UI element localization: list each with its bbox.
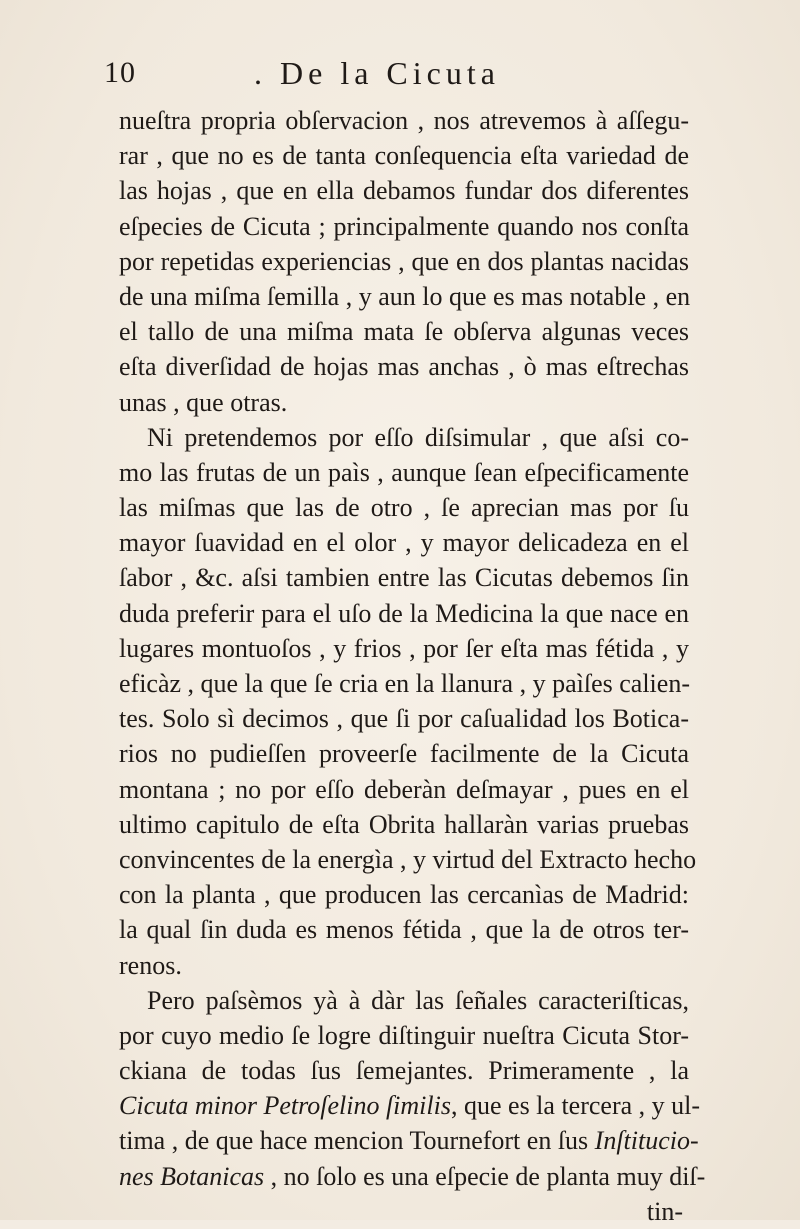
text-line: lugares montuoſos , y frios , por ſer eſta mas fétida , y	[119, 633, 689, 663]
text-line: la qual ſin duda es menos fétida , que la de otros ter-	[119, 915, 689, 945]
page-header	[104, 50, 704, 96]
italic-phrase: Cicuta minor Petroſelino ſimilis	[119, 1091, 451, 1121]
text-line: por repetidas experiencias , que en dos plantas nacidas	[119, 246, 689, 276]
text-line: nueſtra propria obſervacion , nos atrevemos à aſſegu-	[119, 106, 689, 135]
text-line: convincentes de la energìa , y virtud del Extracto hecho	[119, 844, 697, 874]
text-line: mayor ſuavidad en el olor , y mayor delicadeza en el	[119, 528, 689, 558]
text-line: montana ; no por eſſo deberàn deſmayar , pues en el	[119, 774, 689, 804]
running-head: . De la Cicuta	[254, 55, 500, 91]
text-line: eficàz , que la que ſe cria en la llanura , y paìſes calien-	[119, 669, 690, 698]
text-fragment: , no ſolo es una eſpecie de planta muy diſ-	[270, 1161, 706, 1191]
text-line: ckiana de todas ſus ſemejantes. Primeramente , la	[119, 1056, 689, 1086]
text-line: mo las frutas de un paìs , aunque ſean eſpecificamente	[119, 457, 689, 487]
text-line: duda preferir para el uſo de la Medicina la que nace en	[119, 598, 689, 628]
text-line: las miſmas que las de otro , ſe aprecian mas por ſu	[119, 493, 689, 523]
text-fragment: , que es la tercera , y ul-	[450, 1091, 701, 1121]
text-line: tes. Solo sì decimos , que ſi por caſualidad los Botica-	[119, 704, 689, 734]
text-line: eſpecies de Cicuta ; principalmente quando nos conſta	[119, 211, 689, 241]
text-line: ultimo capitulo de eſta Obrita hallaràn varias pruebas	[119, 809, 689, 839]
text-line	[119, 1159, 706, 1194]
text-line: unas , que otras.	[119, 387, 288, 417]
text-line: renos.	[119, 950, 182, 980]
text-line: Ni pretendemos por eſſo diſsimular , que aſsi co-	[147, 422, 689, 452]
text-line	[119, 1123, 699, 1158]
page-number: 10	[104, 56, 136, 89]
text-line: de una miſma ſemilla , y aun lo que es mas notable , en	[119, 281, 691, 311]
text-fragment: tima , de que hace mencion Tournefort en ſus	[119, 1126, 589, 1156]
text-line: ſabor , &c. aſsi tambien entre las Cicutas debemos ſin	[119, 563, 689, 593]
text-line: el tallo de una miſma mata ſe obſerva algunas veces	[119, 317, 689, 347]
text-line: Pero paſsèmos yà à dàr las ſeñales caracteriſticas,	[147, 985, 689, 1015]
italic-phrase: nes Botanicas	[119, 1161, 265, 1191]
text-line: rios no pudieſſen proveerſe facilmente de la Cicuta	[119, 739, 689, 769]
italic-phrase: Inſtitucio-	[594, 1126, 699, 1156]
text-line	[119, 1088, 701, 1123]
text-line: rar , que no es de tanta conſequencia eſta variedad de	[119, 141, 689, 171]
text-line: eſta diverſidad de hojas mas anchas , ò mas eſtrechas	[119, 352, 689, 382]
text-line: por cuyo medio ſe logre diſtinguir nueſtra Cicuta Stor-	[119, 1020, 689, 1050]
catchword: tin-	[646, 1196, 683, 1226]
body-text	[119, 103, 706, 1229]
text-line: las hojas , que en ella debamos fundar dos diferentes	[119, 176, 689, 206]
text-line: con la planta , que producen las cercanìas de Madrid:	[119, 880, 689, 910]
